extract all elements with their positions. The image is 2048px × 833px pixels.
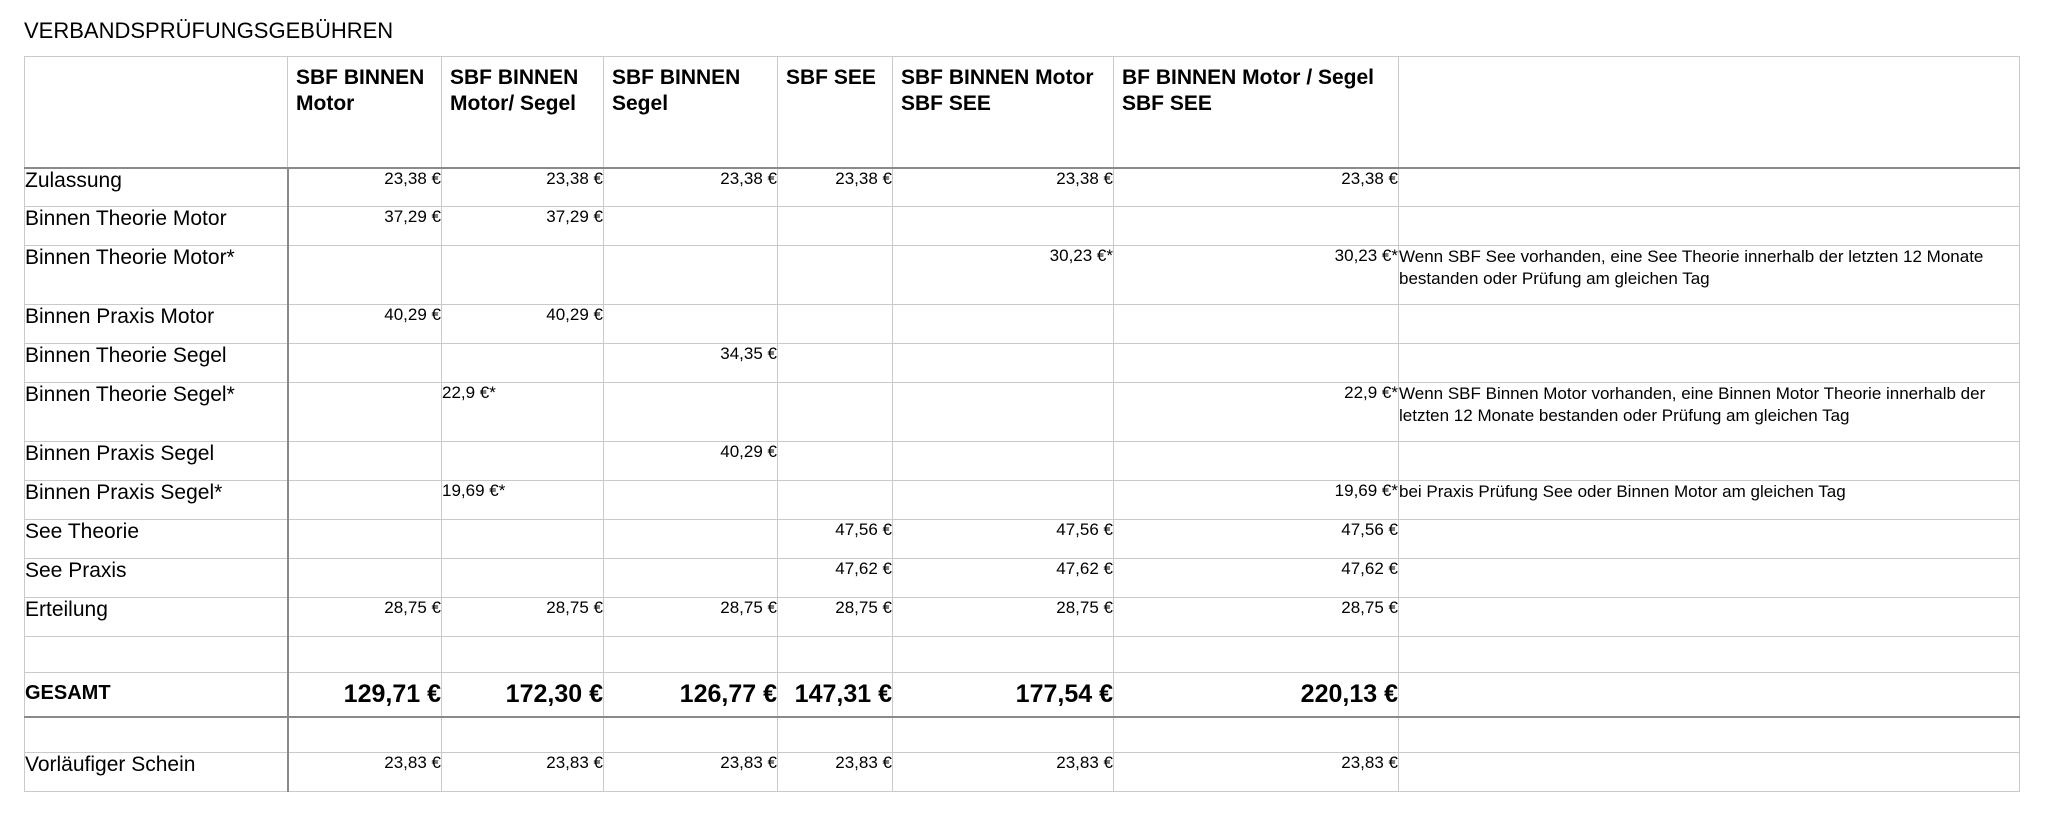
fee-row-binnen-praxis-motor <box>25 305 2020 344</box>
fee-cell: 22,9 €* <box>1114 383 1399 442</box>
note-cell <box>1399 168 2020 207</box>
fee-cell <box>778 481 893 520</box>
fee-cell: 177,54 € <box>893 673 1114 717</box>
fee-cell <box>778 305 893 344</box>
header-sbf-binnen-motor: SBF BINNEN Motor <box>288 57 442 168</box>
fee-cell <box>1114 344 1399 383</box>
note-cell: Wenn SBF See vorhanden, eine See Theorie innerhalb der letzten 12 Monate bestanden oder Prüfung am gleichen Tag <box>1399 246 2020 305</box>
fee-cell: 220,13 € <box>1114 673 1399 717</box>
fee-cell <box>604 481 778 520</box>
fee-cell: 23,83 € <box>604 753 778 792</box>
fee-cell <box>893 207 1114 246</box>
fee-row-binnen-theorie-motor <box>25 207 2020 246</box>
fee-cell: 129,71 € <box>288 673 442 717</box>
fee-cell <box>778 637 893 673</box>
row-label: Vorläufiger Schein <box>25 753 288 792</box>
fee-cell: 40,29 € <box>442 305 604 344</box>
fee-cell <box>604 383 778 442</box>
fee-cell <box>1114 442 1399 481</box>
fee-cell <box>288 717 442 753</box>
fee-row-erteilung <box>25 598 2020 637</box>
fee-row-binnen-theorie-segel-reduced <box>25 383 2020 442</box>
fee-cell: 23,83 € <box>1114 753 1399 792</box>
sheet-title: VERBANDSPRÜFUNGSGEBÜHREN <box>24 18 394 43</box>
header-sbf-binnen-segel: SBF BINNEN Segel <box>604 57 778 168</box>
fee-cell: 47,62 € <box>893 559 1114 598</box>
fee-cell <box>893 305 1114 344</box>
fee-cell <box>288 520 442 559</box>
fee-cell <box>1114 207 1399 246</box>
fee-cell <box>893 344 1114 383</box>
note-cell <box>1399 717 2020 753</box>
row-label: See Theorie <box>25 520 288 559</box>
fee-cell <box>1114 305 1399 344</box>
fee-cell <box>604 559 778 598</box>
fee-cell: 47,62 € <box>1114 559 1399 598</box>
fee-cell <box>442 520 604 559</box>
fee-cell <box>288 246 442 305</box>
fee-cell: 172,30 € <box>442 673 604 717</box>
note-cell <box>1399 305 2020 344</box>
fee-cell <box>288 637 442 673</box>
fee-cell <box>778 442 893 481</box>
fee-cell <box>288 442 442 481</box>
fee-cell <box>442 559 604 598</box>
fee-row-zulassung <box>25 168 2020 207</box>
note-cell <box>1399 673 2020 717</box>
fee-cell: 28,75 € <box>1114 598 1399 637</box>
fee-cell <box>778 383 893 442</box>
fee-row-binnen-theorie-segel <box>25 344 2020 383</box>
fee-cell: 23,83 € <box>778 753 893 792</box>
fee-cell: 19,69 €* <box>1114 481 1399 520</box>
fee-cell: 40,29 € <box>288 305 442 344</box>
fee-cell <box>1114 717 1399 753</box>
row-label: Binnen Theorie Segel* <box>25 383 288 442</box>
note-cell: Wenn SBF Binnen Motor vorhanden, eine Binnen Motor Theorie innerhalb der letzten 12 Monate bestanden oder Prüfung am gleichen Tag <box>1399 383 2020 442</box>
spacer-row <box>25 637 2020 673</box>
row-label: Erteilung <box>25 598 288 637</box>
row-label: Binnen Praxis Motor <box>25 305 288 344</box>
fee-cell: 23,38 € <box>778 168 893 207</box>
fee-cell <box>288 559 442 598</box>
row-label <box>25 717 288 753</box>
fee-cell: 23,83 € <box>288 753 442 792</box>
fee-cell: 40,29 € <box>604 442 778 481</box>
fee-cell: 28,75 € <box>604 598 778 637</box>
row-label: Binnen Praxis Segel* <box>25 481 288 520</box>
fee-cell: 23,83 € <box>442 753 604 792</box>
fee-row-binnen-theorie-motor-reduced <box>25 246 2020 305</box>
fee-cell: 126,77 € <box>604 673 778 717</box>
header-bf-binnen-motor-segel-sbf-see: BF BINNEN Motor / Segel SBF SEE <box>1114 57 1399 168</box>
fee-cell: 37,29 € <box>288 207 442 246</box>
fee-cell: 23,38 € <box>442 168 604 207</box>
note-cell <box>1399 207 2020 246</box>
fee-cell: 28,75 € <box>442 598 604 637</box>
row-label <box>25 637 288 673</box>
fee-cell: 23,83 € <box>893 753 1114 792</box>
fees-table <box>24 56 2020 792</box>
fee-cell: 30,23 €* <box>893 246 1114 305</box>
fee-cell: 47,62 € <box>778 559 893 598</box>
fee-cell: 23,38 € <box>288 168 442 207</box>
fee-row-binnen-praxis-segel <box>25 442 2020 481</box>
fee-cell: 34,35 € <box>604 344 778 383</box>
fee-cell: 23,38 € <box>1114 168 1399 207</box>
row-label: Binnen Theorie Segel <box>25 344 288 383</box>
note-cell <box>1399 559 2020 598</box>
fee-cell <box>288 481 442 520</box>
header-sbf-see: SBF SEE <box>778 57 893 168</box>
fee-cell <box>604 305 778 344</box>
fee-cell: 28,75 € <box>288 598 442 637</box>
fee-cell: 23,38 € <box>604 168 778 207</box>
fee-cell: 28,75 € <box>893 598 1114 637</box>
fee-cell <box>442 717 604 753</box>
fee-cell <box>604 717 778 753</box>
header-notes <box>1399 57 2020 168</box>
fee-cell: 22,9 €* <box>442 383 604 442</box>
note-cell <box>1399 753 2020 792</box>
total-row <box>25 673 2020 717</box>
note-cell <box>1399 598 2020 637</box>
fee-cell <box>893 637 1114 673</box>
fee-cell <box>778 207 893 246</box>
fee-cell <box>893 481 1114 520</box>
fee-cell <box>893 717 1114 753</box>
fee-cell: 47,56 € <box>893 520 1114 559</box>
fee-cell <box>442 637 604 673</box>
row-label: Zulassung <box>25 168 288 207</box>
fee-cell <box>778 717 893 753</box>
row-label: GESAMT <box>25 673 288 717</box>
fee-cell <box>893 442 1114 481</box>
fee-cell: 47,56 € <box>1114 520 1399 559</box>
fee-cell <box>442 442 604 481</box>
row-label: Binnen Theorie Motor* <box>25 246 288 305</box>
fee-cell <box>1114 637 1399 673</box>
note-cell: bei Praxis Prüfung See oder Binnen Motor am gleichen Tag <box>1399 481 2020 520</box>
fee-cell <box>442 344 604 383</box>
row-label: See Praxis <box>25 559 288 598</box>
fee-cell <box>604 246 778 305</box>
header-sbf-binnen-motor-sbf-see: SBF BINNEN Motor SBF SEE <box>893 57 1114 168</box>
fee-cell: 37,29 € <box>442 207 604 246</box>
fee-cell: 147,31 € <box>778 673 893 717</box>
fee-cell <box>604 520 778 559</box>
fee-cell <box>893 383 1114 442</box>
fee-cell: 30,23 €* <box>1114 246 1399 305</box>
fee-cell: 28,75 € <box>778 598 893 637</box>
spacer-row <box>25 717 2020 753</box>
fee-cell: 23,38 € <box>893 168 1114 207</box>
fee-cell <box>604 207 778 246</box>
fee-cell: 19,69 €* <box>442 481 604 520</box>
header-cell-blank <box>25 57 288 168</box>
fee-cell <box>442 246 604 305</box>
fee-cell <box>288 344 442 383</box>
note-cell <box>1399 637 2020 673</box>
note-cell <box>1399 442 2020 481</box>
header-row <box>25 57 2020 168</box>
fee-row-binnen-praxis-segel-reduced <box>25 481 2020 520</box>
note-cell <box>1399 344 2020 383</box>
fee-cell <box>778 246 893 305</box>
fee-row-see-theorie <box>25 520 2020 559</box>
row-label: Binnen Praxis Segel <box>25 442 288 481</box>
fee-cell: 47,56 € <box>778 520 893 559</box>
fee-cell <box>604 637 778 673</box>
note-cell <box>1399 520 2020 559</box>
fee-row-see-praxis <box>25 559 2020 598</box>
fee-cell <box>288 383 442 442</box>
header-sbf-binnen-motor-segel: SBF BINNEN Motor/ Segel <box>442 57 604 168</box>
row-label: Binnen Theorie Motor <box>25 207 288 246</box>
provisional-row <box>25 753 2020 792</box>
fee-cell <box>778 344 893 383</box>
